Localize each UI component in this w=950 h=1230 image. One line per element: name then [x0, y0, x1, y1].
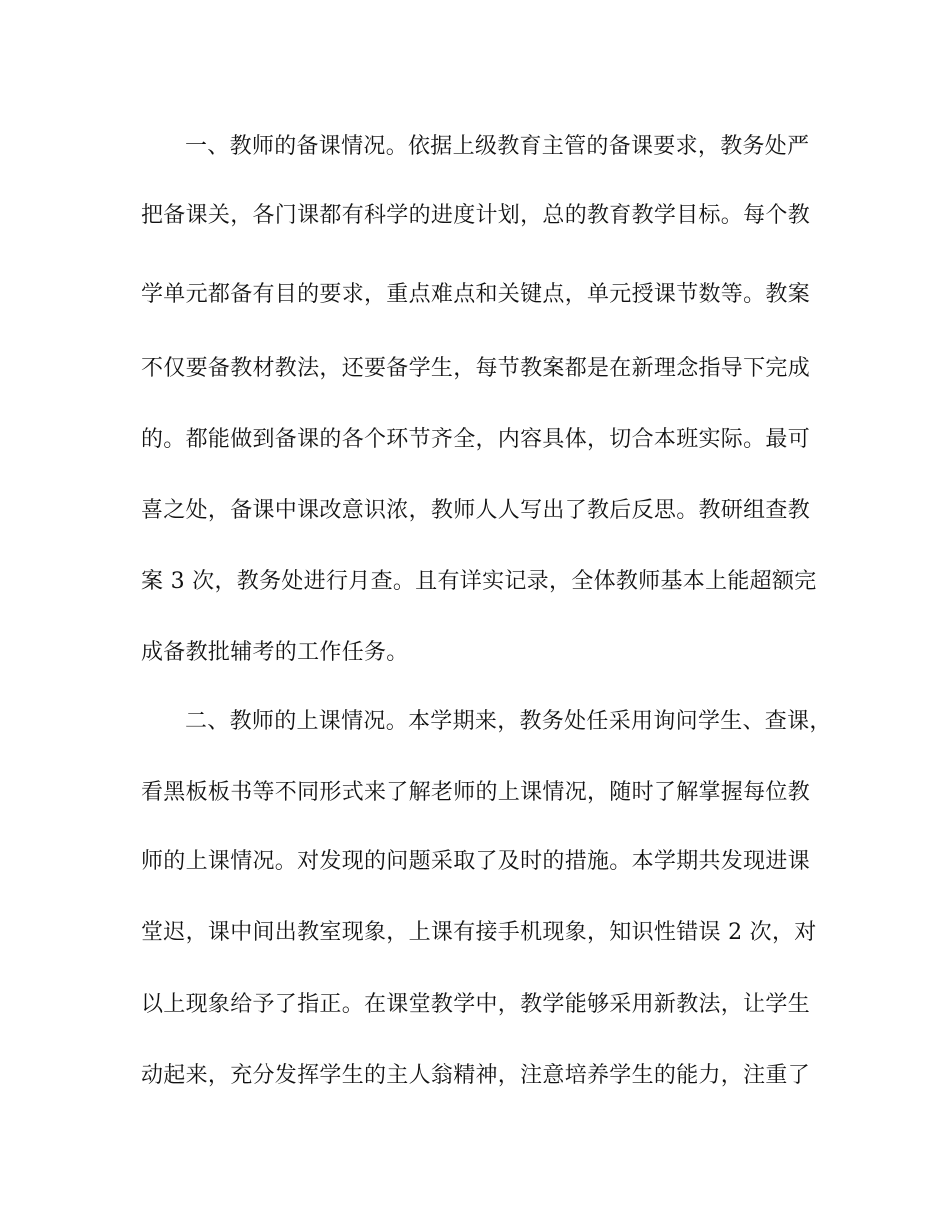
paragraph-1-line-1: 一、教师的备课情况。依据上级教育主管的备课要求，教务处严	[185, 134, 810, 159]
paragraph-2-line-2: 看黑板板书等不同形式来了解老师的上课情况，随时了解掌握每位教	[141, 780, 811, 805]
paragraph-1-line-4: 不仅要备教材教法，还要备学生，每节教案都是在新理念指导下完成	[141, 356, 811, 381]
paragraph-1-line-5: 的。都能做到备课的各个环节齐全，内容具体，切合本班实际。最可	[141, 427, 811, 452]
paragraph-2-line-5: 以上现象给予了指正。在课堂教学中，教学能够采用新教法，让学生	[141, 992, 811, 1017]
paragraph-1-line-6: 喜之处，备课中课改意识浓，教师人人写出了教后反思。教研组查教	[141, 498, 811, 523]
paragraph-2-line-4: 堂迟，课中间出教室现象，上课有接手机现象，知识性错误 2 次，对	[141, 920, 817, 945]
paragraph-2-line-6: 动起来，充分发挥学生的主人翁精神，注意培养学生的能力，注重了	[141, 1063, 811, 1088]
paragraph-1-line-2: 把备课关，各门课都有科学的进度计划，总的教育教学目标。每个教	[141, 203, 811, 228]
paragraph-1-line-8: 成备教批辅考的工作任务。	[141, 640, 409, 665]
paragraph-1-line-7: 案 3 次，教务处进行月查。且有详实记录，全体教师基本上能超额完	[141, 569, 817, 594]
paragraph-2-line-1: 二、教师的上课情况。本学期来，教务处任采用询问学生、查课，	[185, 709, 832, 734]
paragraph-2-line-3: 师的上课情况。对发现的问题采取了及时的措施。本学期共发现进课	[141, 849, 811, 874]
paragraph-1-line-3: 学单元都备有目的要求，重点难点和关键点，单元授课节数等。教案	[141, 282, 811, 307]
